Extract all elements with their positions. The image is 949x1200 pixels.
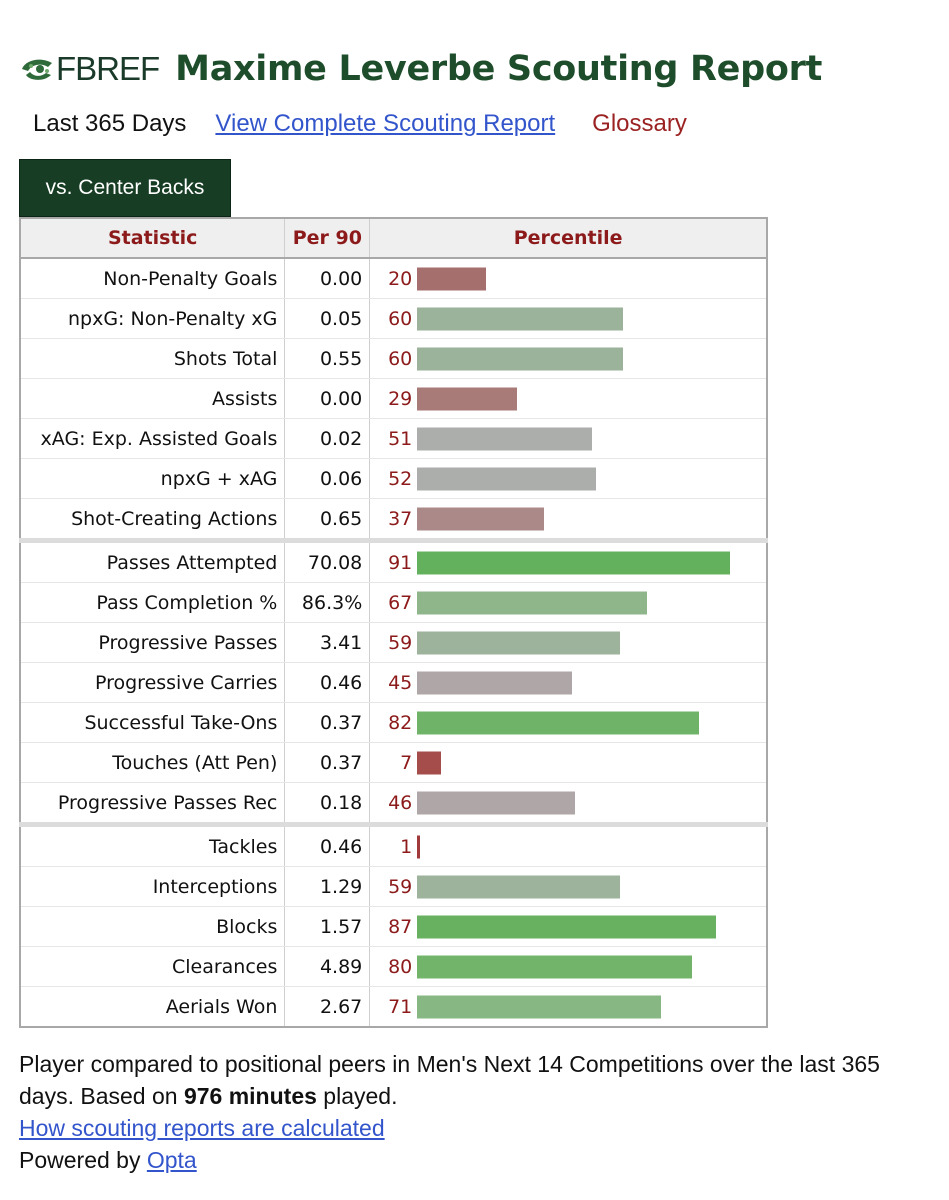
- per90-value: 1.29: [285, 867, 370, 907]
- percentile-cell: [370, 743, 767, 783]
- glossary-link[interactable]: Glossary: [592, 110, 687, 137]
- table-row: [20, 947, 767, 987]
- stat-name[interactable]: Shot-Creating Actions: [20, 499, 285, 541]
- table-header-row: [20, 218, 767, 258]
- per90-value: 1.57: [285, 907, 370, 947]
- table-row: [20, 867, 767, 907]
- percentile-cell: [370, 583, 767, 623]
- table-row: [20, 783, 767, 825]
- table-row: [20, 379, 767, 419]
- page-header: [20, 44, 822, 94]
- percentile-value: 7: [400, 751, 413, 774]
- percentile-value: 46: [388, 791, 413, 814]
- percentile-cell: [370, 907, 767, 947]
- percentile-bar: [417, 427, 592, 450]
- complete-report-link[interactable]: View Complete Scouting Report: [215, 110, 556, 137]
- table-row: [20, 299, 767, 339]
- percentile-cell: [370, 459, 767, 499]
- per90-value: 0.18: [285, 783, 370, 825]
- table-row: [20, 663, 767, 703]
- table-row: [20, 623, 767, 663]
- stat-name[interactable]: Successful Take-Ons: [20, 703, 285, 743]
- percentile-cell: [370, 419, 767, 459]
- percentile-value: 71: [388, 995, 413, 1018]
- table-row: [20, 541, 767, 583]
- percentile-value: 87: [388, 915, 413, 938]
- table-row: [20, 987, 767, 1028]
- per90-value: 0.37: [285, 703, 370, 743]
- fbref-logo[interactable]: [20, 49, 159, 89]
- percentile-bar: [417, 631, 620, 654]
- percentile-bar: [417, 347, 623, 370]
- stat-name[interactable]: Passes Attempted: [20, 541, 285, 583]
- stat-name[interactable]: Touches (Att Pen): [20, 743, 285, 783]
- percentile-bar: [417, 507, 544, 530]
- comparison-note: [19, 1048, 919, 1112]
- how-calculated-link[interactable]: How scouting reports are calculated: [19, 1115, 385, 1141]
- per90-value: 0.02: [285, 419, 370, 459]
- percentile-cell: [370, 987, 767, 1028]
- per90-value: 0.37: [285, 743, 370, 783]
- table-row: [20, 258, 767, 299]
- table-row: [20, 703, 767, 743]
- powered-by-label: Powered by: [19, 1147, 147, 1173]
- per90-value: 0.05: [285, 299, 370, 339]
- note-text-pre: Player compared to positional peers in Men's Next 14 Competitions over the last 365 days. Based on: [19, 1051, 880, 1109]
- table-row: [20, 419, 767, 459]
- percentile-value: 37: [388, 507, 413, 530]
- percentile-value: 1: [400, 835, 413, 858]
- table-row: [20, 743, 767, 783]
- percentile-bar: [417, 955, 692, 978]
- percentile-bar: [417, 875, 620, 898]
- stat-name[interactable]: npxG + xAG: [20, 459, 285, 499]
- per90-value: 0.46: [285, 663, 370, 703]
- percentile-bar: [417, 751, 441, 774]
- percentile-value: 60: [388, 347, 413, 370]
- per90-value: 86.3%: [285, 583, 370, 623]
- percentile-value: 20: [388, 267, 413, 290]
- table-row: [20, 907, 767, 947]
- stat-name[interactable]: Progressive Passes: [20, 623, 285, 663]
- powered-by: [19, 1144, 919, 1176]
- per90-value: 4.89: [285, 947, 370, 987]
- table-row: [20, 339, 767, 379]
- period-label: Last 365 Days: [33, 110, 187, 137]
- column-header-per90[interactable]: Per 90: [285, 218, 370, 258]
- percentile-value: 59: [388, 875, 413, 898]
- table-row: [20, 583, 767, 623]
- stat-name[interactable]: Progressive Passes Rec: [20, 783, 285, 825]
- percentile-bar: [417, 711, 699, 734]
- opta-link[interactable]: Opta: [146, 1147, 197, 1173]
- per90-value: 3.41: [285, 623, 370, 663]
- stat-name[interactable]: Blocks: [20, 907, 285, 947]
- stat-name[interactable]: Aerials Won: [20, 987, 285, 1028]
- percentile-cell: [370, 258, 767, 299]
- per90-value: 0.06: [285, 459, 370, 499]
- percentile-bar: [417, 387, 517, 410]
- per90-value: 0.00: [285, 379, 370, 419]
- percentile-value: 45: [388, 671, 413, 694]
- stat-name[interactable]: Tackles: [20, 825, 285, 867]
- minutes-played: 976 minutes: [183, 1083, 317, 1109]
- column-header-percentile[interactable]: Percentile: [370, 218, 767, 258]
- per90-value: 0.55: [285, 339, 370, 379]
- table-row: [20, 459, 767, 499]
- percentile-cell: [370, 825, 767, 867]
- per90-value: 0.65: [285, 499, 370, 541]
- percentile-cell: [370, 867, 767, 907]
- percentile-value: 60: [388, 307, 413, 330]
- percentile-bar: [417, 671, 572, 694]
- table-row: [20, 499, 767, 541]
- percentile-cell: [370, 947, 767, 987]
- per90-value: 2.67: [285, 987, 370, 1028]
- stat-name[interactable]: Assists: [20, 379, 285, 419]
- page-title: Maxime Leverbe Scouting Report: [175, 49, 822, 89]
- percentile-cell: [370, 703, 767, 743]
- tab-center-backs[interactable]: vs. Center Backs: [19, 159, 231, 217]
- percentile-bar: [417, 267, 486, 290]
- percentile-value: 91: [388, 551, 413, 574]
- stat-name[interactable]: Interceptions: [20, 867, 285, 907]
- percentile-value: 67: [388, 591, 413, 614]
- per90-value: 70.08: [285, 541, 370, 583]
- percentile-value: 29: [388, 387, 413, 410]
- stat-name[interactable]: npxG: Non-Penalty xG: [20, 299, 285, 339]
- percentile-value: 82: [388, 711, 413, 734]
- fbref-ball-icon: [20, 55, 54, 83]
- percentile-cell: [370, 663, 767, 703]
- per90-value: 0.46: [285, 825, 370, 867]
- stat-name[interactable]: Pass Completion %: [20, 583, 285, 623]
- stat-name[interactable]: Clearances: [20, 947, 285, 987]
- percentile-cell: [370, 623, 767, 663]
- per90-value: 0.00: [285, 258, 370, 299]
- percentile-bar: [417, 591, 647, 614]
- table-body: [20, 258, 767, 1027]
- percentile-value: 59: [388, 631, 413, 654]
- percentile-cell: [370, 541, 767, 583]
- subheader: [33, 110, 687, 138]
- stat-name[interactable]: Non-Penalty Goals: [20, 258, 285, 299]
- percentile-bar: [417, 791, 575, 814]
- percentile-value: 80: [388, 955, 413, 978]
- percentile-bar: [417, 915, 716, 938]
- percentile-cell: [370, 339, 767, 379]
- footer: [19, 1048, 919, 1176]
- percentile-cell: [370, 783, 767, 825]
- percentile-cell: [370, 499, 767, 541]
- percentile-cell: [370, 379, 767, 419]
- percentile-value: 51: [388, 427, 413, 450]
- percentile-bar: [417, 995, 661, 1018]
- percentile-bar: [417, 551, 730, 574]
- percentile-bar: [417, 307, 623, 330]
- percentile-value: 52: [388, 467, 413, 490]
- table-row: [20, 825, 767, 867]
- percentile-bar: [417, 835, 420, 858]
- stat-name[interactable]: Progressive Carries: [20, 663, 285, 703]
- logo-text: FBREF: [56, 50, 160, 87]
- column-header-statistic[interactable]: Statistic: [20, 218, 285, 258]
- scouting-table: [19, 217, 768, 1028]
- note-text-post: played.: [316, 1083, 398, 1109]
- stat-name[interactable]: Shots Total: [20, 339, 285, 379]
- stat-name[interactable]: xAG: Exp. Assisted Goals: [20, 419, 285, 459]
- percentile-cell: [370, 299, 767, 339]
- percentile-bar: [417, 467, 596, 490]
